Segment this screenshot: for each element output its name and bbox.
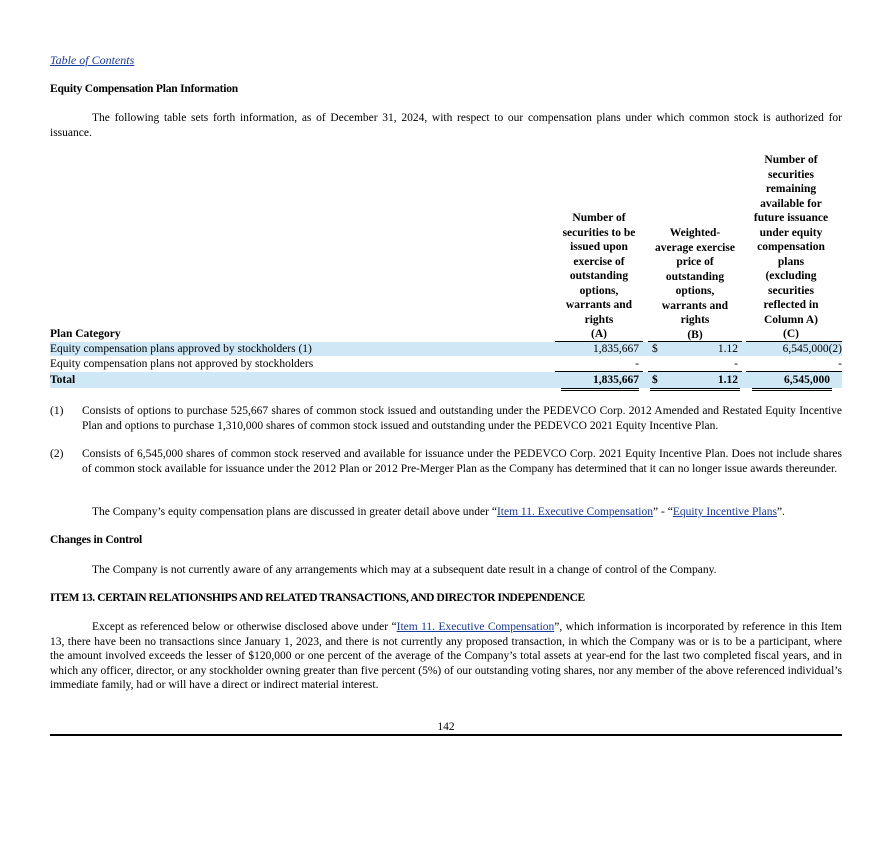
column-b-header-line: price of [676,256,714,268]
page-number: 142 [437,721,455,733]
section-title: Equity Compensation Plan Information [50,83,239,95]
column-b-header [648,226,742,342]
column-b-header-line: average exercise [655,241,735,254]
row-value-c: 6,545,000(2) [782,343,842,355]
row-value-c: - [838,358,842,370]
double-rule [650,388,740,389]
column-c-header-line: under equity [759,226,823,239]
column-c-header-line: remaining [765,183,817,195]
footnote-text: Consists of 6,545,000 shares of common stock reserved and available for issuance under the PEDEVCO Corp. 2021 Equity Incentive Plan. Does not include shares of common stock available for issuance under the 2012 Plan or 2012 Pre-Merger Plan as the Company has determined that it can no longer issue awards thereunder. [82,448,842,475]
column-a-header-line: issued upon [570,241,628,253]
footnote-text: Consists of options to purchase 525,667 shares of common stock issued and outstanding under the PEDEVCO Corp. 2012 Amended and Restated Equity Incentive Plan and options to purchase 1,310,000 shares of common stock issued and outstanding under the PEDEVCO 2021 Equity Incentive Plan. [82,405,842,432]
row-value-a: - [635,358,639,370]
column-a-header-line: rights [584,313,614,326]
page-footer-rule [50,734,842,736]
column-b-header-line: outstanding [665,270,725,283]
row-value-b: - [734,358,738,370]
row-label: Equity compensation plans approved by stockholders (1) [50,343,312,355]
column-a-header [555,211,643,342]
double-rule [752,390,832,391]
double-rule [561,390,639,391]
column-a-header-line: outstanding [569,270,629,282]
column-a-header-line: (A) [591,328,607,340]
column-c-header-line: (excluding [765,270,817,282]
column-b-header-line: warrants and [661,299,729,312]
equity-incentive-plans-link[interactable]: Equity Incentive Plans [672,506,777,518]
row-dollar: $ [652,343,658,355]
column-b-header-line: Weighted- [669,227,721,239]
footnote-number: (1) [50,405,64,417]
column-c-header-line: Number of [764,154,818,166]
plans-text: ” - “ [653,506,673,518]
plan-category-header: Plan Category [50,328,121,340]
changes-in-control-title: Changes in Control [50,534,143,546]
column-a-header-line: Number of [572,212,626,224]
item-13-text: ”, which information is incorporated by reference in this Item 13, there have been no transactions since January 1, 2023, and there is not currently any proposed transaction, in which the Company was or is to be a participant, where the amount involved exceeds the lesser of $120,000 or one percent of the average of the Company’s total assets at year-end for the last two completed fiscal years, and in which any officer, director, or any stockholder owning greater than five percent (5%) of our outstanding voting shares, nor any member of the above referenced individual’s immediate family, had or will have a direct or indirect material interest. [50,621,842,692]
column-c-header-line: reflected in [763,299,819,311]
plans-paragraph [92,505,785,520]
double-rule [752,388,832,389]
column-c-header-line: securities [768,284,814,297]
column-c-header-line: plans [777,255,805,268]
total-value-b: 1.12 [717,374,738,386]
column-c-header-line: compensation [757,241,825,253]
column-c-header-line: future issuance [753,212,829,224]
column-c-header [746,153,836,342]
item-13-paragraph [50,620,842,693]
table-of-contents-link[interactable]: Table of Contents [50,53,135,67]
column-a-header-line: warrants and [565,299,633,311]
footnote-number: (2) [50,448,64,460]
double-rule [561,388,639,389]
row-value-a: 1,835,667 [593,343,639,355]
column-a-header-line: securities to be [562,226,636,239]
column-b-header-line: rights [680,314,710,326]
total-label: Total [50,374,76,386]
column-c-header-line: available for [760,197,822,210]
intro-paragraph: The following table sets forth information, as of December 31, 2024, with respect to our compensation plans under which common stock is authorized for issuance. [50,112,842,139]
column-a-header-line: exercise of [573,255,625,268]
column-c-header-line: (C) [783,328,799,340]
plans-text: The Company’s equity compensation plans are discussed in greater detail above under “ [92,506,497,518]
double-rule [650,390,740,391]
row-value-b: 1.12 [717,343,738,355]
changes-in-control-text: The Company is not currently aware of any arrangements which may at a subsequent date result in a change of control of the Company. [92,564,717,576]
column-b-header-line: (B) [687,328,703,341]
executive-compensation-link[interactable]: Item 11. Executive Compensation [496,506,654,518]
plans-text: ”. [776,506,785,518]
executive-compensation-link[interactable]: Item 11. Executive Compensation [396,621,555,633]
column-a-header-line: options, [579,284,619,297]
column-c-header-line: securities [768,168,814,181]
total-dollar: $ [652,374,658,386]
total-value-a: 1,835,667 [593,374,639,386]
row-label: Equity compensation plans not approved by stockholders [50,358,314,370]
column-b-header-line: options, [675,285,715,297]
item-13-text: Except as referenced below or otherwise disclosed above under “ [92,621,397,633]
total-value-c: 6,545,000 [784,374,830,386]
column-c-header-line: Column A) [764,313,818,326]
item-13-title: ITEM 13. CERTAIN RELATIONSHIPS AND RELATED TRANSACTIONS, AND DIRECTOR INDEPENDENCE [50,592,585,604]
